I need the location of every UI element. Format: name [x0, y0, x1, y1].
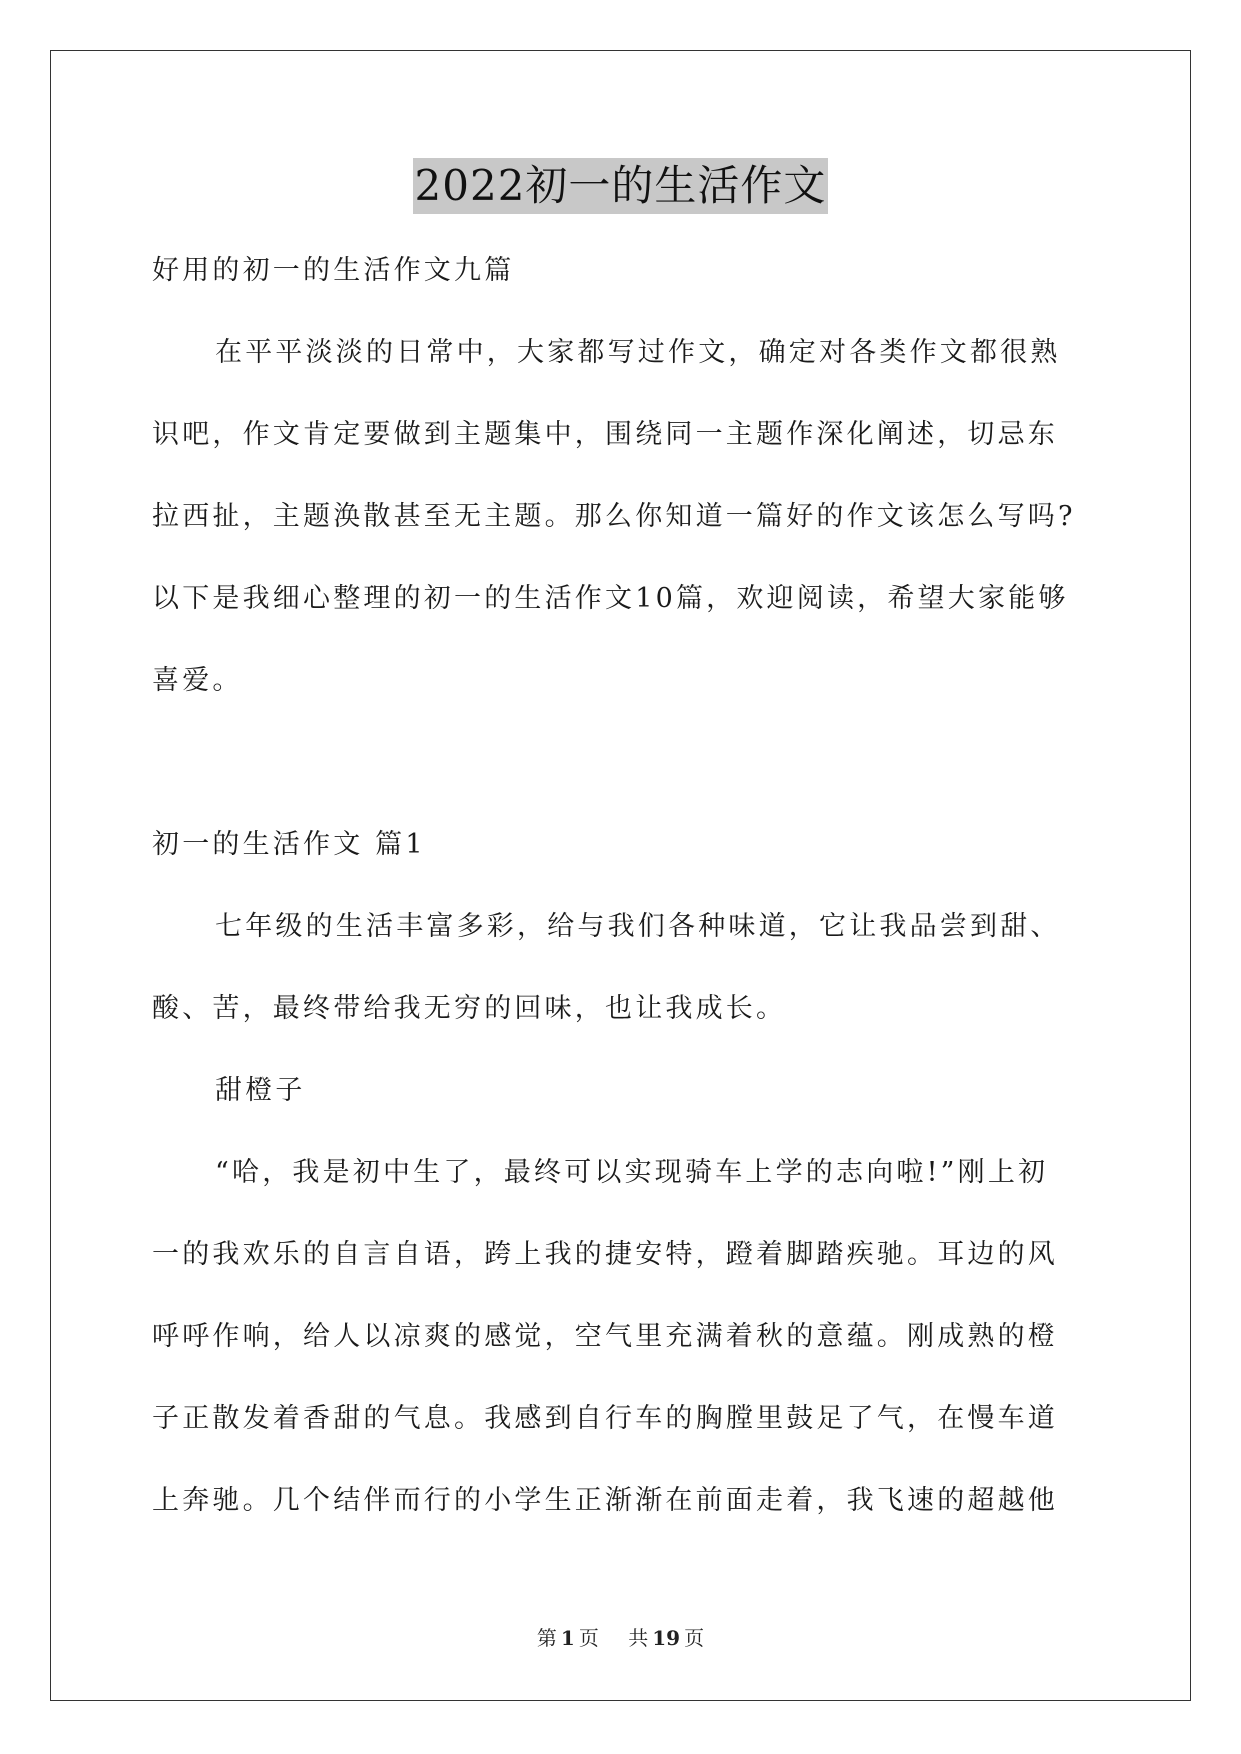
total-pages: 19	[652, 1626, 681, 1650]
page-footer	[0, 1622, 1241, 1651]
subtitle-line: 好用的初一的生活作文九篇	[152, 255, 515, 286]
paragraph-line: 在平平淡淡的日常中，大家都写过作文，确定对各类作文都很熟	[215, 337, 1061, 368]
title-container	[0, 158, 1241, 214]
paragraph-line: 七年级的生活丰富多彩，给与我们各种味道，它让我品尝到甜、	[215, 911, 1061, 942]
paragraph-line: 以下是我细心整理的初一的生活作文10篇，欢迎阅读，希望大家能够	[152, 583, 1069, 614]
page-suffix: 页	[578, 1626, 599, 1650]
paragraph-line: 拉西扯，主题涣散甚至无主题。那么你知道一篇好的作文该怎么写吗?	[152, 501, 1076, 532]
page-number: 1	[560, 1626, 575, 1650]
paragraph-line: 酸、苦，最终带给我无穷的回味，也让我成长。	[152, 993, 787, 1024]
paragraph-line: 一的我欢乐的自言自语，跨上我的捷安特，蹬着脚踏疾驰。耳边的风	[152, 1239, 1058, 1270]
paragraph-line: 呼呼作响，给人以凉爽的感觉，空气里充满着秋的意蕴。刚成熟的橙	[152, 1321, 1058, 1352]
blank-line	[152, 722, 1090, 804]
document-body	[152, 230, 1090, 1542]
paragraph-line: 喜爱。	[152, 665, 243, 696]
document-title: 2022初一的生活作文	[413, 158, 829, 214]
subheading-line: 甜橙子	[215, 1075, 306, 1106]
paragraph-line: 识吧，作文肯定要做到主题集中，围绕同一主题作深化阐述，切忌东	[152, 419, 1058, 450]
section-heading: 初一的生活作文 篇1	[152, 829, 426, 860]
paragraph-line: 上奔驰。几个结伴而行的小学生正渐渐在前面走着，我飞速的超越他	[152, 1485, 1058, 1516]
total-suffix: 页	[684, 1626, 705, 1650]
page-prefix: 第	[536, 1626, 557, 1650]
total-prefix: 共	[628, 1626, 649, 1650]
paragraph-line: “哈，我是初中生了，最终可以实现骑车上学的志向啦!”刚上初	[215, 1157, 1049, 1188]
paragraph-line: 子正散发着香甜的气息。我感到自行车的胸膛里鼓足了气，在慢车道	[152, 1403, 1058, 1434]
